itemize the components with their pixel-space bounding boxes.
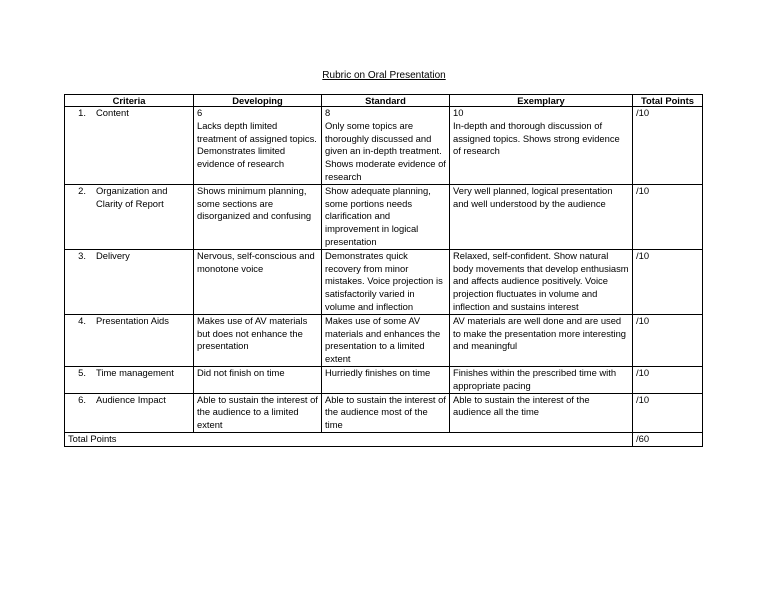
standard-cell: 8 Only some topics are thoroughly discussed and given an in-depth treatment. Shows moderate evidence of research xyxy=(322,107,450,185)
exemplary-cell: Able to sustain the interest of the audience all the time xyxy=(450,393,633,432)
points-cell: /10 xyxy=(633,107,703,185)
criteria-name: Content xyxy=(96,107,129,118)
criteria-name: Audience Impact xyxy=(96,393,166,405)
standard-cell: Hurriedly finishes on time xyxy=(322,366,450,393)
developing-cell: 6 Lacks depth limited treatment of assigned topics. Demonstrates limited evidence of research xyxy=(194,107,322,185)
criteria-cell xyxy=(65,184,194,249)
developing-cell: Makes use of AV materials but does not enhance the presentation xyxy=(194,314,322,366)
total-points-value: /60 xyxy=(633,432,703,446)
criteria-cell xyxy=(65,249,194,314)
standard-cell: Able to sustain the interest of the audience most of the time xyxy=(322,393,450,432)
criteria-number: 6. xyxy=(78,393,86,405)
table-row xyxy=(65,107,703,185)
header-standard: Standard xyxy=(322,95,450,107)
standard-cell: Demonstrates quick recovery from minor mistakes. Voice projection is satisfactorily varied in volume and inflection xyxy=(322,249,450,314)
criteria-name: Time management xyxy=(96,366,174,378)
developing-cell: Nervous, self-conscious and monotone voice xyxy=(194,249,322,314)
criteria-number: 4. xyxy=(78,314,86,326)
developing-cell: Shows minimum planning, some sections are disorganized and confusing xyxy=(194,184,322,249)
points-cell: /10 xyxy=(633,184,703,249)
total-points-label: Total Points xyxy=(65,432,633,446)
developing-cell: Able to sustain the interest of the audience to a limited extent xyxy=(194,393,322,432)
criteria-number: 1. xyxy=(78,107,86,118)
header-exemplary: Exemplary xyxy=(450,95,633,107)
header-criteria: Criteria xyxy=(65,95,194,107)
points-cell: /10 xyxy=(633,393,703,432)
criteria-number: 3. xyxy=(78,249,86,261)
criteria-cell xyxy=(65,393,194,432)
criteria-cell xyxy=(65,366,194,393)
table-row xyxy=(65,366,703,393)
table-row xyxy=(65,184,703,249)
exemplary-cell: 10 In-depth and thorough discussion of assigned topics. Shows strong evidence of research xyxy=(450,107,633,185)
rubric-body xyxy=(65,107,703,433)
exemplary-cell: Finishes within the prescribed time with appropriate pacing xyxy=(450,366,633,393)
criteria-number: 2. xyxy=(78,184,86,196)
rubric-table xyxy=(64,94,703,447)
table-row xyxy=(65,249,703,314)
exemplary-cell: Very well planned, logical presentation and well understood by the audience xyxy=(450,184,633,249)
criteria-cell xyxy=(65,107,194,185)
table-row xyxy=(65,314,703,366)
developing-cell: Did not finish on time xyxy=(194,366,322,393)
points-cell: /10 xyxy=(633,249,703,314)
standard-cell: Show adequate planning, some portions needs clarification and improvement in logical presentation xyxy=(322,184,450,249)
criteria-cell xyxy=(65,314,194,366)
total-row xyxy=(65,432,703,446)
standard-cell: Makes use of some AV materials and enhances the presentation to a limited extent xyxy=(322,314,450,366)
table-row xyxy=(65,393,703,432)
exemplary-cell: AV materials are well done and are used to make the presentation more interesting and meaningful xyxy=(450,314,633,366)
document-title: Rubric on Oral Presentation xyxy=(322,70,446,81)
header-row xyxy=(65,95,703,107)
header-developing: Developing xyxy=(194,95,322,107)
criteria-name: Organization and Clarity of Report xyxy=(96,184,168,209)
points-cell: /10 xyxy=(633,314,703,366)
criteria-number: 5. xyxy=(78,366,86,378)
header-total-points: Total Points xyxy=(633,95,703,107)
points-cell: /10 xyxy=(633,366,703,393)
criteria-name: Delivery xyxy=(96,249,130,261)
criteria-name: Presentation Aids xyxy=(96,314,169,326)
exemplary-cell: Relaxed, self-confident. Show natural body movements that develop enthusiasm and affects audience positively. Voice projection fluctuates in volume and inflection and sustains interest xyxy=(450,249,633,314)
